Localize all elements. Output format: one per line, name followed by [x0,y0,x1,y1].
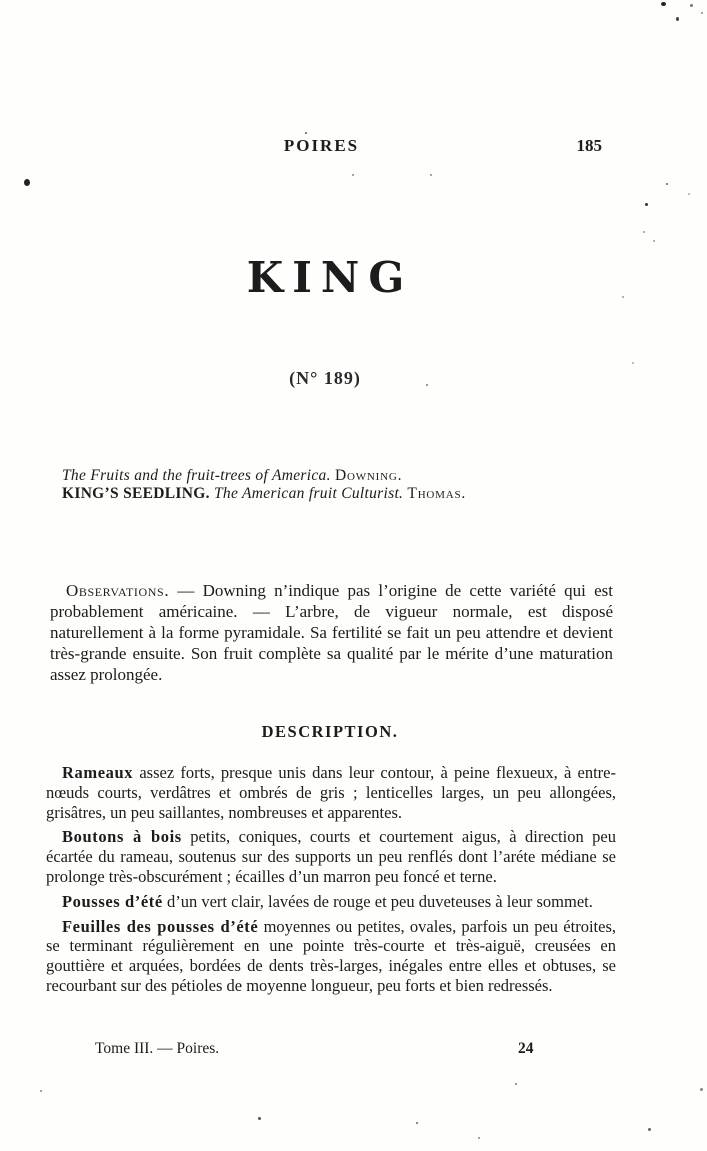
footer-sheet-number: 24 [518,1040,534,1057]
scan-speck [632,362,634,364]
description-paragraph-rameaux [46,763,616,822]
description-section [46,763,616,1001]
running-header [48,136,604,158]
scan-speck [688,193,690,195]
scan-speck [430,174,432,176]
scan-speck [666,183,668,185]
scan-speck [40,1090,42,1092]
paragraph-lead: Rameaux [62,763,134,782]
description-paragraph-feuilles [46,917,616,996]
description-paragraph-pousses [46,892,616,912]
scan-speck [515,1083,517,1085]
footer-signature: Tome III. — Poires. [95,1040,220,1057]
paragraph-lead: Boutons à bois [62,827,182,847]
scan-speck [661,2,666,6]
scan-speck [426,384,428,386]
scan-speck [690,4,693,7]
observations-text: Downing n’indique pas l’origine de cette variété qui est probablement américaine. — L’arbre, de vigueur normale, est disposé naturellement à la forme pyramidale. Sa fertilité se fait un peu attendre et devient très-grande ensuite. Son fruit complète sa qualité par le mérite d’une maturation assez prolongée. [50,581,614,684]
reference-author: Downing. [334,467,403,484]
scan-speck [258,1117,261,1120]
reference-work: The Fruits and the fruit-trees of America. [62,467,331,484]
scan-speck [701,12,703,14]
scan-speck [648,1128,651,1131]
observations-lead: Observations. [66,581,170,600]
paragraph-text: moyennes ou petites, ovales, parfois un peu étroites, se terminant régulièrement en une pointe très-courte et très-aiguë, creusées en gouttière et arquées, bordées de dents très-larges, inégales entre elles et obtuses, se recourbant sur des pétioles de moyenne longueur, peu forts et bien redressés. [46,916,616,995]
paragraph-text: assez forts, presque unis dans leur contour, à peine flexueux, à entre-nœuds courts, verdâtres et ombrés de gris ; lenticelles larges, un peu allongées, grisâtres, un peu saillantes, nombreuses et apparentes. [46,763,616,822]
reference-line [62,485,607,503]
scan-speck [24,179,30,186]
paragraph-text: d’un vert clair, lavées de rouge et peu duveteuses à leur sommet. [162,891,593,911]
scan-speck [676,17,679,21]
scan-speck [352,174,354,176]
reference-synonym: KING’S SEEDLING. [62,485,210,502]
reference-line [62,467,607,485]
description-paragraph-boutons [46,827,616,886]
scan-speck [653,240,655,242]
page-footer [0,1040,707,1060]
scan-speck [305,132,307,134]
reference-author: Thomas. [407,485,467,502]
reference-work: The American fruit Culturist. [213,485,404,502]
page-number: 185 [576,136,602,155]
scan-speck [645,203,648,206]
scan-speck [700,1088,703,1091]
paragraph-text: petits, coniques, courts et courtement aigus, à direction peu écartée du rameau, soutenus sur des supports un peu renflés dont l’aréte médiane se prolonge très-obscurément ; écailles d’un marron peu foncé et terne. [46,827,617,886]
paragraph-lead: Feuilles des pousses d’été [62,916,259,936]
scan-speck [622,296,624,298]
variety-number: (N° 189) [289,368,361,388]
variety-title: KING [246,253,414,302]
scan-speck [478,1137,480,1139]
running-title: POIRES [283,136,360,155]
observations-separator: — [169,581,203,600]
bibliographic-references [62,467,607,503]
section-heading: DESCRIPTION. [261,722,399,741]
observations-paragraph [50,580,613,685]
paragraph-lead: Pousses d’été [62,891,163,911]
scan-speck [643,231,645,233]
scan-speck [416,1122,418,1124]
